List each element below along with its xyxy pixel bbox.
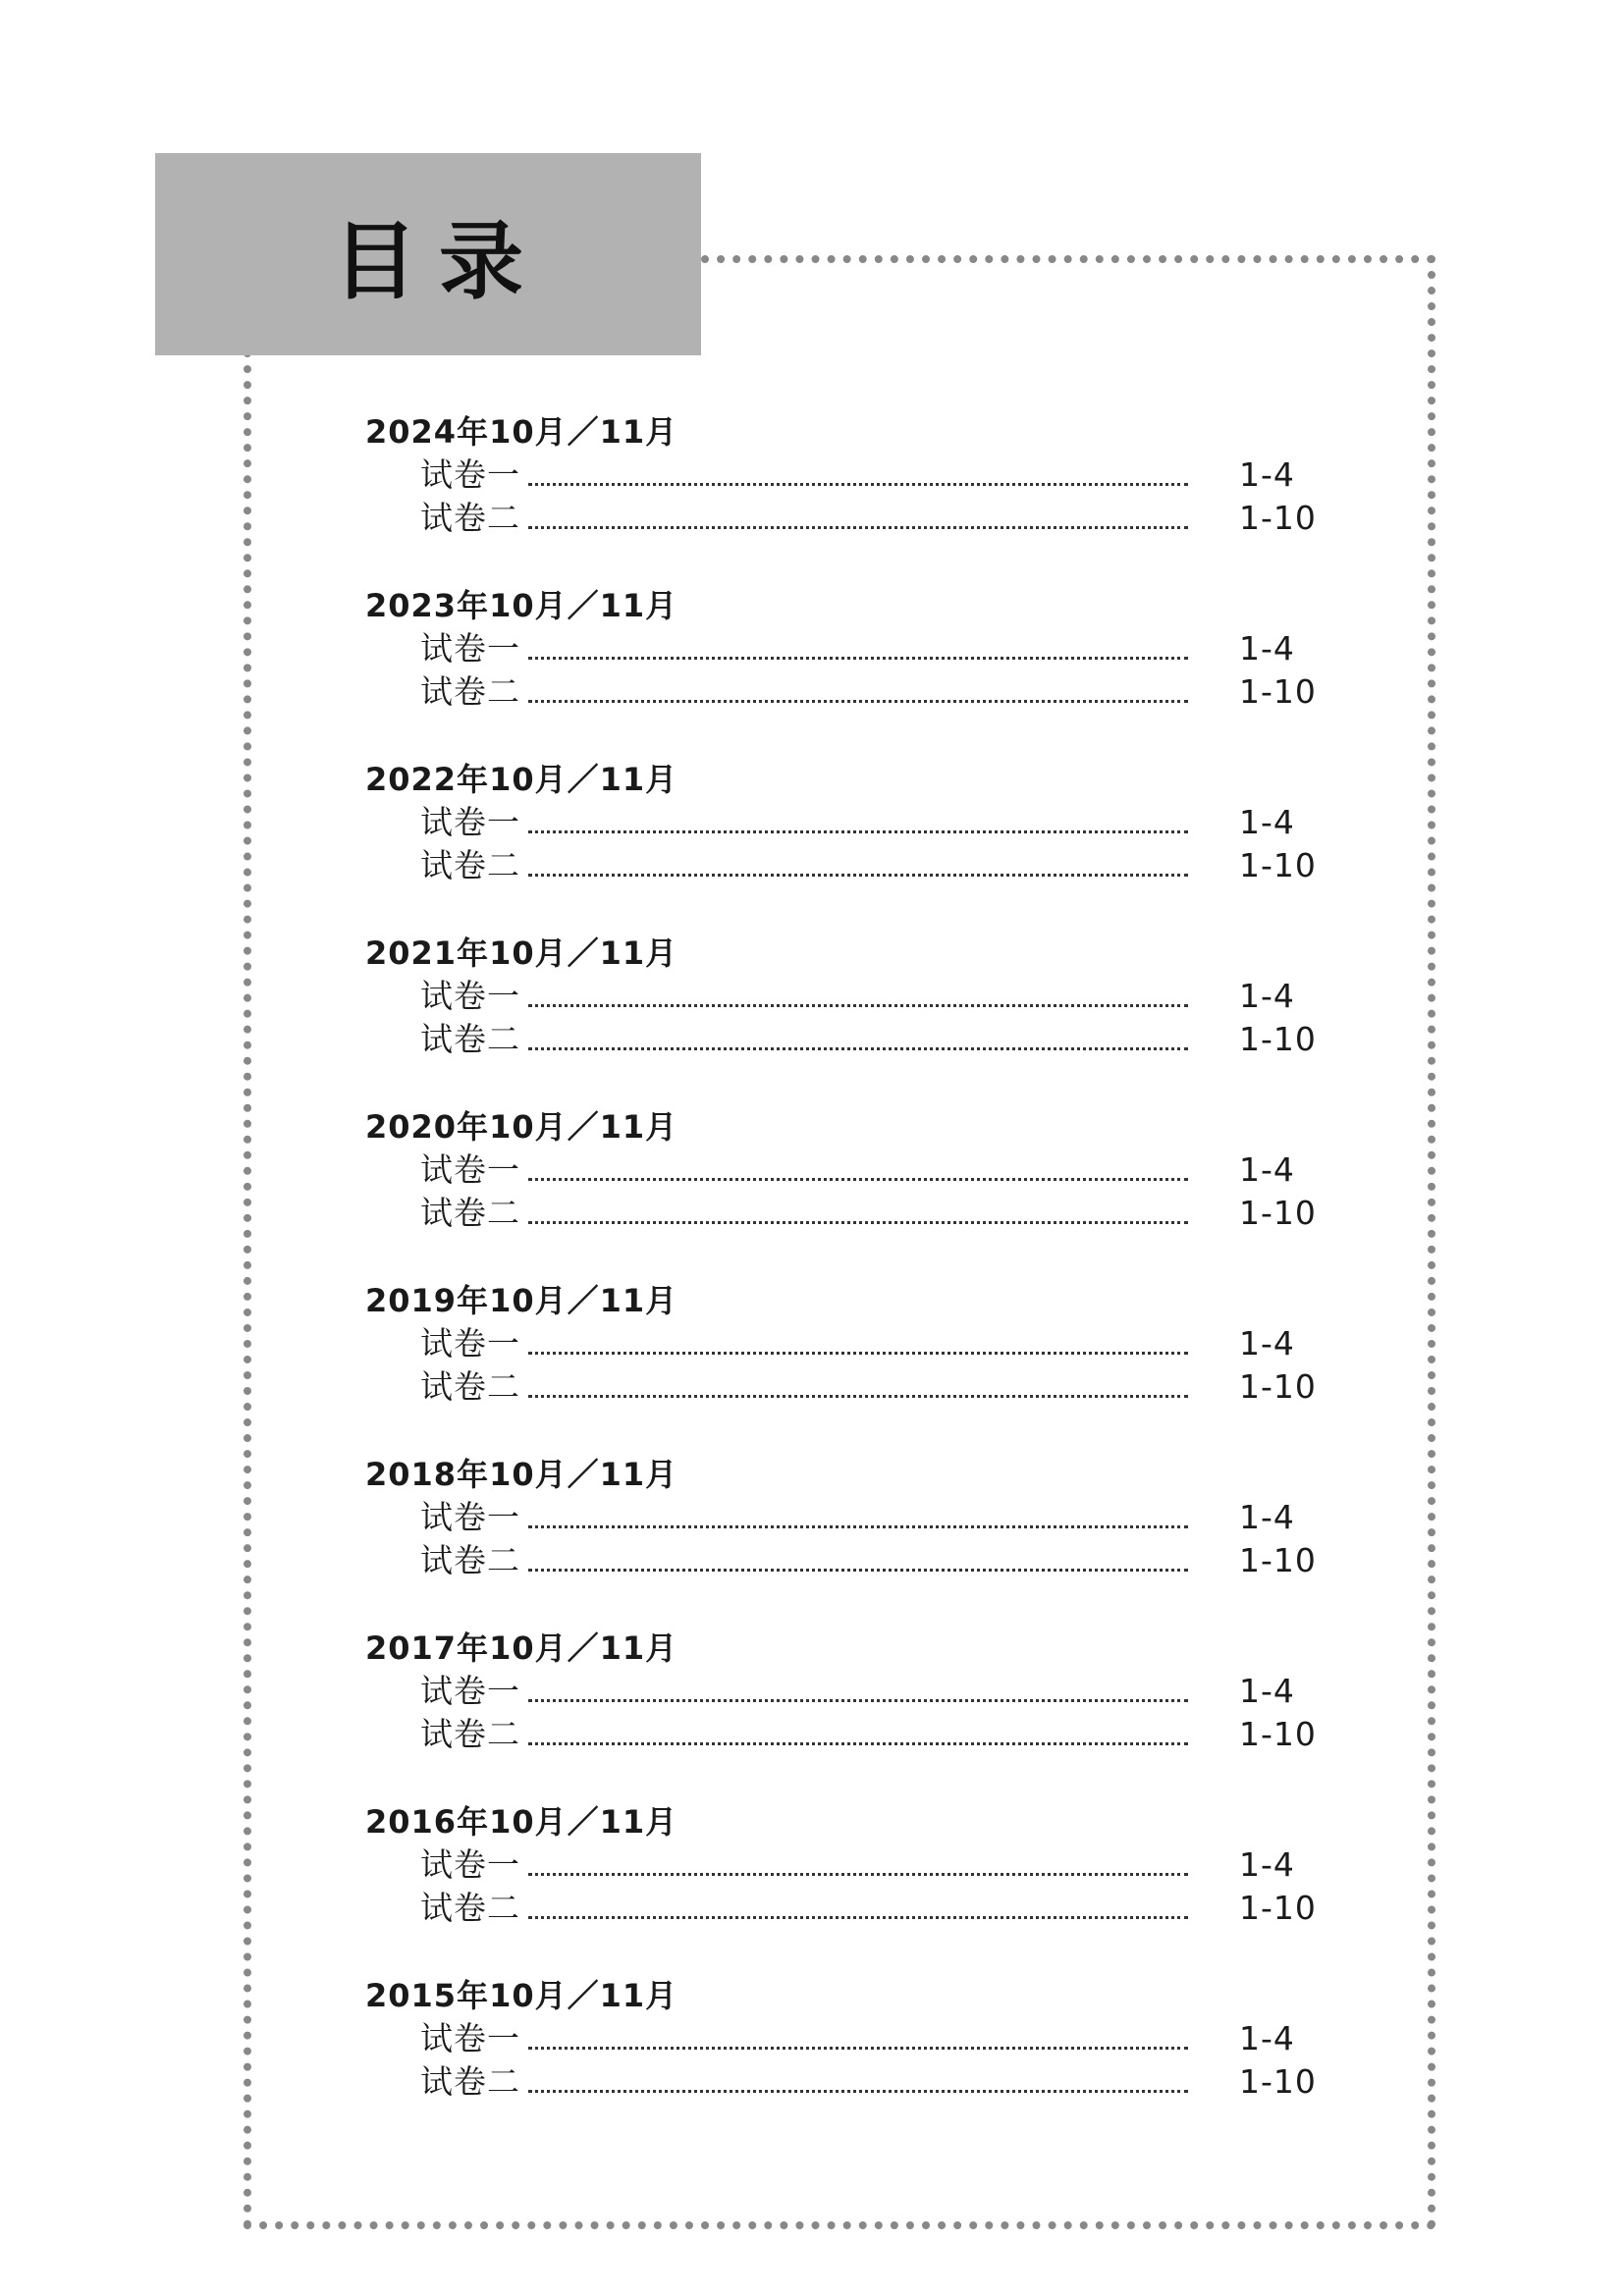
dot-leader xyxy=(528,1352,1188,1355)
dot-leader xyxy=(528,874,1188,877)
entry-label: 试卷一 xyxy=(420,629,520,667)
entry-page-range: 1-10 xyxy=(1239,1715,1317,1753)
entry-page-range: 1-10 xyxy=(1239,1889,1317,1927)
toc-entry[interactable] xyxy=(365,497,1347,540)
entry-label: 试卷一 xyxy=(420,1672,520,1710)
entry-page-range: 1-10 xyxy=(1239,2062,1317,2101)
toc-entry[interactable] xyxy=(365,1670,1347,1713)
entry-page-range: 1-4 xyxy=(1239,1324,1295,1362)
dot-leader xyxy=(528,1221,1188,1224)
toc-section xyxy=(365,1627,1347,1800)
toc-entry[interactable] xyxy=(365,2017,1347,2060)
entry-page-range: 1-10 xyxy=(1239,846,1317,884)
toc-entry[interactable] xyxy=(365,1843,1347,1887)
dot-leader xyxy=(528,483,1188,486)
entry-label: 试卷二 xyxy=(420,1020,520,1058)
toc-section xyxy=(365,758,1347,932)
toc-entry[interactable] xyxy=(365,1018,1347,1061)
section-heading: 2017年10月／11月 xyxy=(365,1629,678,1667)
dot-leader xyxy=(528,1004,1188,1007)
entry-label: 试卷一 xyxy=(420,455,520,494)
entry-page-range: 1-4 xyxy=(1239,977,1295,1015)
entry-label: 试卷一 xyxy=(420,2019,520,2057)
dot-leader xyxy=(528,1569,1188,1572)
entry-label: 试卷二 xyxy=(420,1367,520,1406)
entry-page-range: 1-10 xyxy=(1239,1194,1317,1232)
toc-section xyxy=(365,584,1347,758)
toc-entry[interactable] xyxy=(365,670,1347,714)
toc-entry[interactable] xyxy=(365,1148,1347,1192)
dot-leader xyxy=(528,1395,1188,1398)
toc-entry[interactable] xyxy=(365,454,1347,497)
entry-label: 试卷二 xyxy=(420,1541,520,1579)
section-heading: 2020年10月／11月 xyxy=(365,1108,678,1146)
entry-label: 试卷二 xyxy=(420,846,520,884)
dot-leader xyxy=(528,700,1188,703)
section-heading: 2015年10月／11月 xyxy=(365,1977,678,2014)
entry-page-range: 1-4 xyxy=(1239,1672,1295,1710)
section-heading: 2024年10月／11月 xyxy=(365,413,678,451)
dot-leader xyxy=(528,830,1188,833)
toc-entry[interactable] xyxy=(365,1365,1347,1409)
entry-page-range: 1-4 xyxy=(1239,2019,1295,2057)
title-banner xyxy=(155,153,701,355)
entry-page-range: 1-10 xyxy=(1239,499,1317,537)
entry-page-range: 1-10 xyxy=(1239,1541,1317,1579)
toc-entry[interactable] xyxy=(365,1496,1347,1539)
toc-entry[interactable] xyxy=(365,1887,1347,1930)
toc-entry[interactable] xyxy=(365,1539,1347,1582)
dot-leader xyxy=(528,1525,1188,1528)
dot-leader xyxy=(528,1742,1188,1745)
entry-label: 试卷一 xyxy=(420,1498,520,1536)
toc-section xyxy=(365,1105,1347,1279)
toc-section xyxy=(365,1974,1347,2148)
toc-section xyxy=(365,932,1347,1105)
entry-label: 试卷一 xyxy=(420,1845,520,1884)
dot-leader xyxy=(528,526,1188,529)
entry-label: 试卷二 xyxy=(420,499,520,537)
dot-leader xyxy=(528,1916,1188,1919)
toc-section xyxy=(365,410,1347,584)
entry-label: 试卷二 xyxy=(420,2062,520,2101)
section-heading: 2023年10月／11月 xyxy=(365,587,678,624)
dot-leader xyxy=(528,1873,1188,1876)
dot-leader xyxy=(528,1178,1188,1181)
entry-page-range: 1-10 xyxy=(1239,672,1317,711)
entry-label: 试卷二 xyxy=(420,1194,520,1232)
dot-leader xyxy=(528,2047,1188,2050)
toc-section xyxy=(365,1800,1347,1974)
entry-page-range: 1-4 xyxy=(1239,455,1295,494)
toc-entry[interactable] xyxy=(365,844,1347,887)
section-heading: 2021年10月／11月 xyxy=(365,934,678,972)
toc-entry[interactable] xyxy=(365,2060,1347,2104)
entry-label: 试卷二 xyxy=(420,1715,520,1753)
section-heading: 2022年10月／11月 xyxy=(365,761,678,798)
entry-label: 试卷一 xyxy=(420,1150,520,1189)
entry-label: 试卷二 xyxy=(420,672,520,711)
toc-entry[interactable] xyxy=(365,801,1347,844)
entry-page-range: 1-4 xyxy=(1239,1845,1295,1884)
section-heading: 2018年10月／11月 xyxy=(365,1456,678,1493)
entry-page-range: 1-4 xyxy=(1239,1498,1295,1536)
toc-entry[interactable] xyxy=(365,627,1347,670)
section-heading: 2016年10月／11月 xyxy=(365,1803,678,1841)
table-of-contents xyxy=(365,410,1347,2148)
entry-label: 试卷一 xyxy=(420,803,520,841)
toc-entry[interactable] xyxy=(365,1322,1347,1365)
entry-label: 试卷一 xyxy=(420,1324,520,1362)
page-title: 目录 xyxy=(333,212,545,311)
toc-entry[interactable] xyxy=(365,1713,1347,1756)
entry-page-range: 1-10 xyxy=(1239,1367,1317,1406)
toc-section xyxy=(365,1279,1347,1453)
section-heading: 2019年10月／11月 xyxy=(365,1282,678,1319)
toc-entry[interactable] xyxy=(365,1192,1347,1235)
entry-page-range: 1-4 xyxy=(1239,803,1295,841)
toc-section xyxy=(365,1453,1347,1627)
dot-leader xyxy=(528,657,1188,660)
dot-leader xyxy=(528,1047,1188,1050)
entry-page-range: 1-4 xyxy=(1239,629,1295,667)
entry-label: 试卷二 xyxy=(420,1889,520,1927)
entry-label: 试卷一 xyxy=(420,977,520,1015)
entry-page-range: 1-10 xyxy=(1239,1020,1317,1058)
toc-entry[interactable] xyxy=(365,975,1347,1018)
dot-leader xyxy=(528,2090,1188,2093)
dot-leader xyxy=(528,1699,1188,1702)
entry-page-range: 1-4 xyxy=(1239,1150,1295,1189)
